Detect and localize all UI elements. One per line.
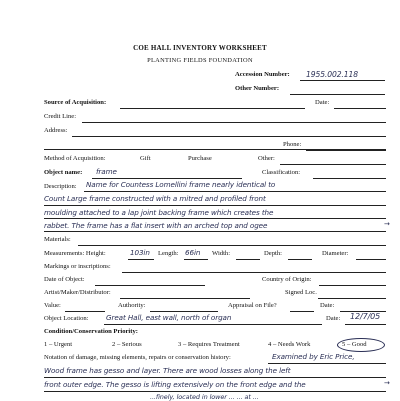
- diameter-label: Diameter:: [322, 250, 349, 257]
- accession-line: [300, 80, 385, 81]
- condition-option-5: 5 – Good: [342, 341, 367, 348]
- continued-arrow-icon: →: [384, 220, 390, 228]
- location-label: Object Location:: [44, 315, 89, 322]
- appraisal-label: Appraisal on File?: [228, 302, 277, 309]
- location-date-label: Date:: [326, 315, 341, 322]
- materials-label: Materials:: [44, 236, 71, 243]
- notation-line-4: ...finely, located in lower ... ... at ...: [150, 393, 259, 401]
- condition-option-3: 3 – Requires Treatment: [178, 341, 240, 348]
- description-line-3: moulding attached to a lap joint backing frame which creates the: [44, 208, 274, 217]
- object-name-label: Object name:: [44, 169, 83, 176]
- description-line-1: Name for Countess Lomellini frame nearly identical to: [86, 180, 276, 189]
- authority-label: Authority:: [118, 302, 146, 309]
- method-gift: Gift: [140, 155, 151, 162]
- condition-heading: Condition/Conservation Priority:: [44, 328, 138, 335]
- value-line: [65, 311, 105, 312]
- object-name-value: frame: [96, 167, 117, 176]
- country-line: [319, 285, 386, 286]
- artist-line: [120, 298, 250, 299]
- source-label: Source of Acquisition:: [44, 99, 107, 106]
- form-subtitle: PLANTING FIELDS FOUNDATION: [147, 57, 253, 64]
- width-line: [236, 259, 260, 260]
- height-label: Measurements: Height:: [44, 250, 106, 257]
- credit-line-label: Credit Line:: [44, 113, 77, 120]
- source-date-label: Date:: [315, 99, 330, 106]
- notation-rule-3: [44, 391, 386, 392]
- source-line: [120, 108, 305, 109]
- width-label: Width:: [212, 250, 231, 257]
- description-rule-3: [44, 218, 386, 219]
- location-date-value: 12/7/05: [350, 312, 381, 321]
- accession-value: 1955.002.118: [306, 70, 358, 79]
- address-line-1: [72, 136, 386, 137]
- credit-line-line: [82, 122, 386, 123]
- other-number-label: Other Number:: [235, 85, 280, 92]
- notation-label: Notation of damage, missing elements, repairs or conservation history:: [44, 354, 231, 361]
- length-line: [184, 259, 208, 260]
- classification-label: Classification:: [262, 169, 301, 176]
- description-rule-4: [44, 231, 386, 232]
- signed-line: [318, 298, 386, 299]
- depth-line: [288, 259, 312, 260]
- notation-rule-1: [268, 363, 386, 364]
- depth-label: Depth:: [264, 250, 282, 257]
- signed-label: Signed Loc.: [285, 289, 317, 296]
- appraisal-line: [290, 311, 314, 312]
- method-other-line: [280, 164, 386, 165]
- location-date-line: [345, 324, 386, 325]
- accession-label: Accession Number:: [235, 71, 290, 78]
- authority-line: [150, 311, 218, 312]
- notation-continued-arrow-icon: →: [384, 379, 390, 387]
- phone-label: Phone:: [283, 141, 302, 148]
- condition-option-2: 2 – Serious: [112, 341, 142, 348]
- other-number-line: [290, 94, 385, 95]
- country-label: Country of Origin:: [262, 276, 312, 283]
- method-label: Method of Acquisition:: [44, 155, 106, 162]
- description-rule-1: [84, 191, 386, 192]
- notation-line-2: Wood frame has gesso and layer. There are wood losses along the left: [44, 366, 291, 375]
- height-value: 103in: [130, 248, 150, 257]
- phone-line: [306, 150, 386, 151]
- artist-label: Artist/Maker/Distributor:: [44, 289, 111, 296]
- materials-line: [78, 245, 386, 246]
- description-label: Description:: [44, 183, 77, 190]
- classification-line: [313, 178, 386, 179]
- location-value: Great Hall, east wall, north of organ: [106, 313, 232, 322]
- date-of-object-line: [95, 285, 205, 286]
- description-line-4: rabbet. The frame has a flat insert with an arched top and ogee: [44, 221, 268, 230]
- condition-option-1: 1 – Urgent: [44, 341, 73, 348]
- condition-selected-circle: [337, 338, 385, 352]
- method-other-label: Other:: [258, 155, 275, 162]
- notation-line-1: Examined by Eric Price,: [272, 352, 355, 361]
- diameter-line: [356, 259, 386, 260]
- height-line: [128, 259, 154, 260]
- appraisal-date-label: Date:: [320, 302, 335, 309]
- object-name-line: [92, 178, 242, 179]
- source-date-line: [334, 108, 386, 109]
- condition-option-4: 4 – Needs Work: [268, 341, 311, 348]
- length-label: Length:: [158, 250, 179, 257]
- markings-label: Markings or inscriptions:: [44, 263, 111, 270]
- markings-line: [122, 272, 386, 273]
- address-label: Address:: [44, 127, 68, 134]
- description-line-2: Count Large frame constructed with a mitred and profiled front: [44, 194, 266, 203]
- length-value: 66in: [185, 248, 201, 257]
- description-rule-2: [44, 205, 386, 206]
- notation-line-3: front outer edge. The gesso is lifting extensively on the front edge and the: [44, 380, 306, 389]
- notation-rule-2: [44, 377, 386, 378]
- form-title: COE HALL INVENTORY WORKSHEET: [133, 44, 267, 52]
- method-purchase: Purchase: [188, 155, 212, 162]
- date-of-object-label: Date of Object:: [44, 276, 85, 283]
- value-label: Value:: [44, 302, 61, 309]
- location-line: [104, 324, 322, 325]
